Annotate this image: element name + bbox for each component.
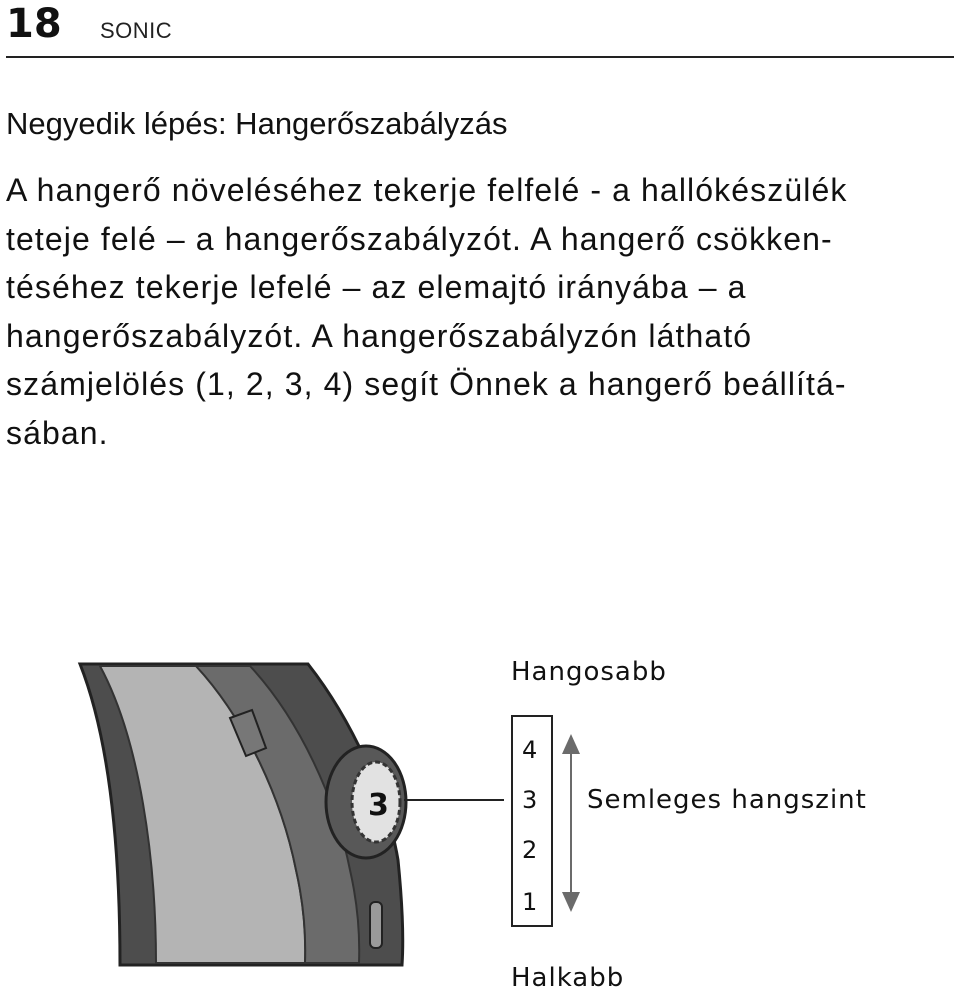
battery-door-slot — [370, 902, 382, 948]
section-title: Negyedik lépés: Hangerőszabályzás — [6, 106, 508, 141]
louder-label: Hangosabb — [511, 657, 667, 687]
volume-range-arrow — [562, 734, 580, 912]
arrow-up-icon — [562, 734, 580, 754]
scale-number-4: 4 — [522, 736, 538, 764]
volume-wheel-marker: 3 — [368, 788, 389, 823]
paragraph-line: hangerőszabályzót. A hangerőszabályzón látható — [6, 317, 753, 354]
paragraph-line: teteje felé – a hangerőszabályzót. A hangerő csökken- — [6, 220, 833, 257]
quieter-label: Halkabb — [511, 963, 625, 990]
paragraph-line: számjelölés (1, 2, 3, 4) segít Önnek a hangerő beállítá- — [6, 366, 847, 402]
paragraph-line: téséhez tekerje lefelé – az elemajtó irányába – a — [6, 269, 747, 305]
page-number: 18 — [6, 1, 62, 47]
header-divider — [6, 56, 954, 58]
scale-number-1: 1 — [522, 888, 538, 916]
paragraph-line: A hangerő növeléséhez tekerje felfelé - a hallókészülék — [6, 172, 848, 208]
instruction-paragraph — [6, 166, 956, 457]
paragraph-line: sában. — [6, 414, 109, 451]
scale-number-2: 2 — [522, 836, 538, 864]
volume-control-illustration — [0, 640, 960, 990]
neutral-level-label: Semleges hangszint — [587, 785, 867, 815]
hearing-aid-drawing — [80, 664, 406, 965]
arrow-down-icon — [562, 892, 580, 912]
brand-name: SONIC — [100, 18, 173, 43]
scale-number-3: 3 — [522, 786, 538, 814]
